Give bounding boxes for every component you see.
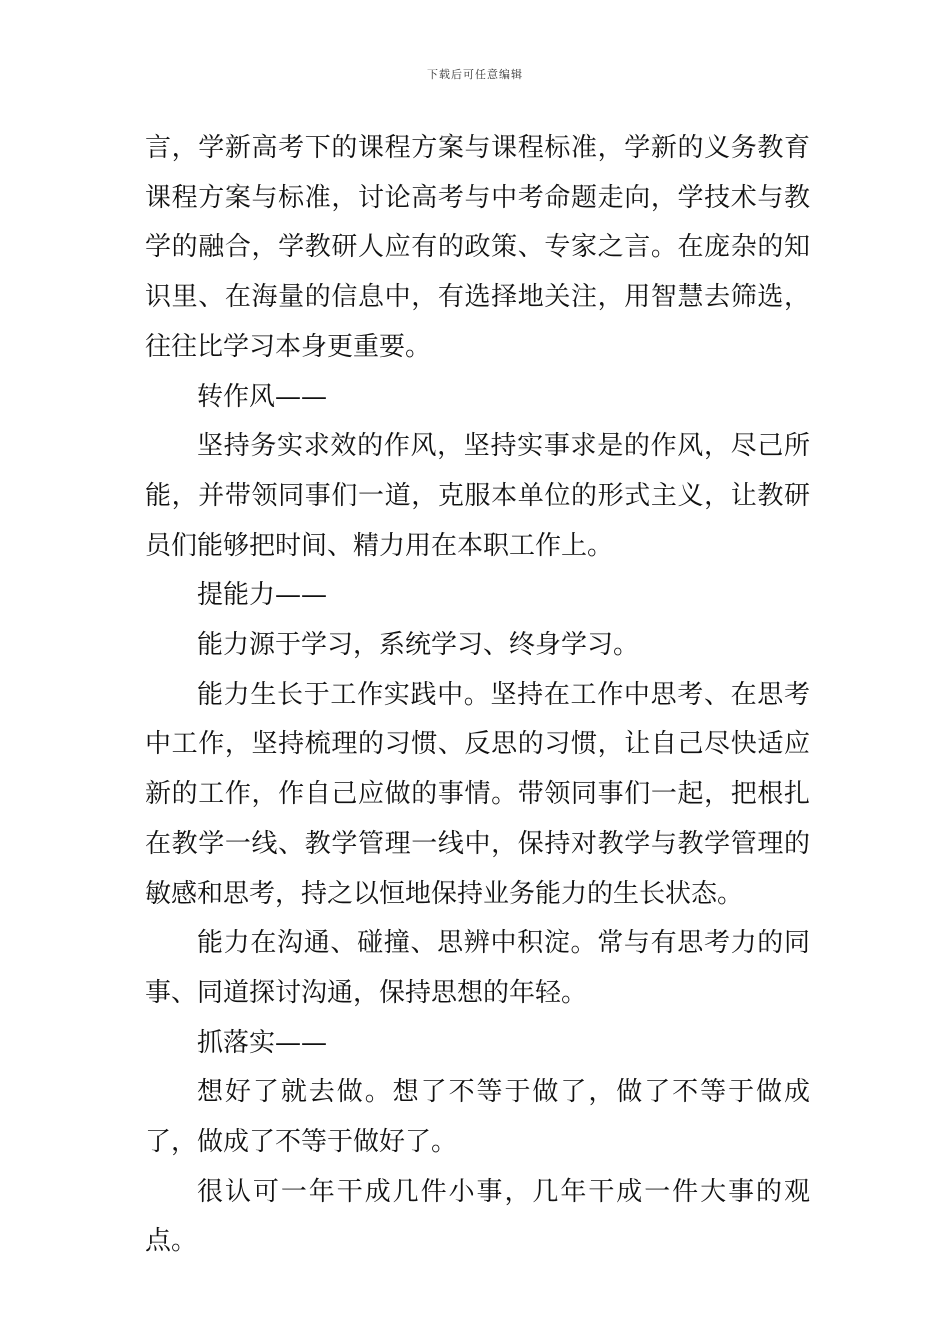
paragraph: 能力在沟通、碰撞、思辨中积淀。常与有思考力的同事、同道探讨沟通，保持思想的年轻。 bbox=[145, 928, 810, 1008]
paragraph: 想好了就去做。想了不等于做了，做了不等于做成了，做成了不等于做好了。 bbox=[145, 1077, 810, 1158]
paragraph-continued: 言，学新高考下的课程方案与课程标准，学新的义务教育课程方案与标准，讨论高考与中考命题走向，学技术与教学的融合，学教研人应有的政策、专家之言。在庞杂的知识里、在海量的信息中，有选择地关注，用智慧去筛选，往往比学习本身更重要。 bbox=[145, 133, 810, 362]
section-heading-improve-ability: 提能力—— bbox=[197, 580, 328, 611]
paragraph: 坚持务实求效的作风，坚持实事求是的作风，尽己所能，并带领同事们一道，克服本单位的形式主义，让教研员们能够把时间、精力用在本职工作上。 bbox=[145, 431, 810, 561]
paragraph: 很认可一年干成几件小事，几年干成一件大事的观点。 bbox=[145, 1176, 810, 1257]
section-heading-transform-style: 转作风—— bbox=[197, 381, 328, 412]
paragraph: 能力生长于工作实践中。坚持在工作中思考、在思考中工作，坚持梳理的习惯、反思的习惯，让自己尽快适应新的工作，作自己应做的事情。带领同事们一起，把根扎在教学一线、教学管理一线中，保持对教学与教学管理的敏感和思考，持之以恒地保持业务能力的生长状态。 bbox=[145, 679, 810, 909]
page-header: 下载后可任意编辑 bbox=[427, 68, 523, 81]
section-heading-implementation: 抓落实—— bbox=[197, 1027, 328, 1058]
document-body bbox=[145, 124, 810, 1267]
paragraph: 能力源于学习，系统学习、终身学习。 bbox=[197, 630, 640, 661]
